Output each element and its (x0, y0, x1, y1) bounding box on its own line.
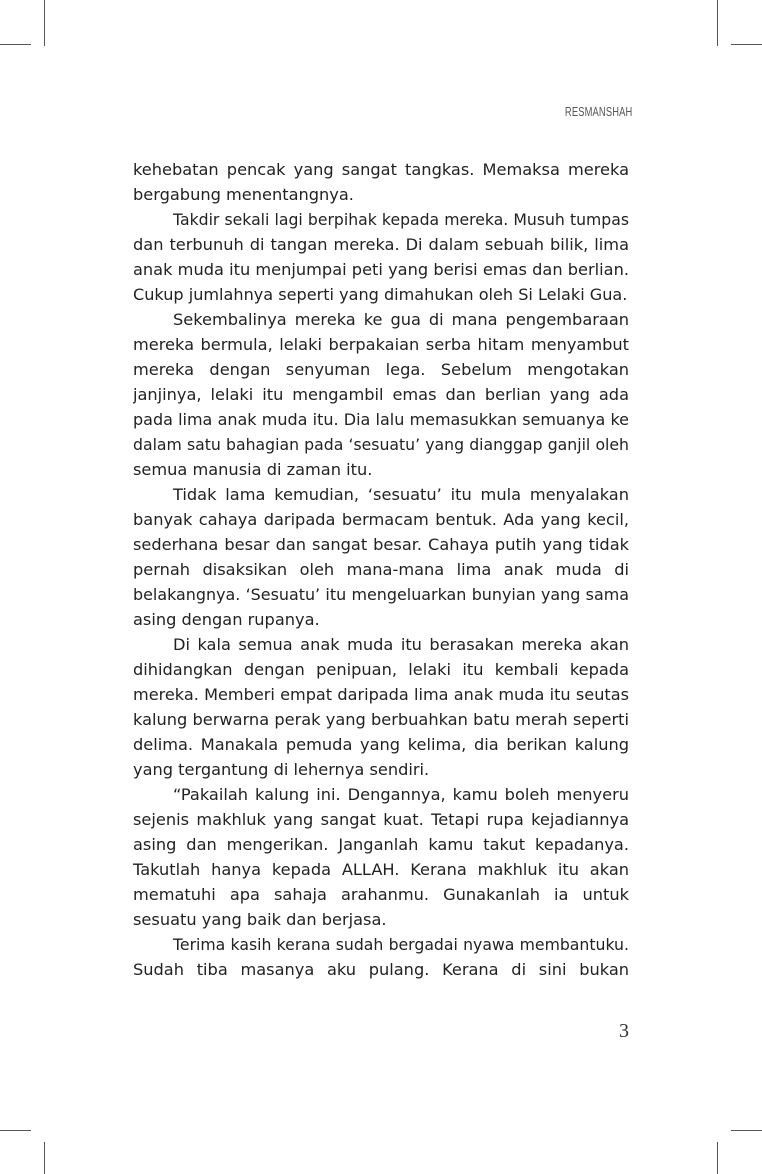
text-line: mereka dengan senyuman lega. Sebelum mengotakan (133, 360, 629, 379)
text-line: asing dengan rupanya. (133, 610, 320, 629)
text-line: dalam satu bahagian pada ‘sesuatu’ yang dianggap ganjil oleh (133, 435, 629, 454)
text-line: banyak cahaya daripada bermacam bentuk. Ada yang kecil, (133, 510, 629, 529)
text-line: “Pakailah kalung ini. Dengannya, kamu boleh menyeru (173, 785, 629, 804)
text-line: sejenis makhluk yang sangat kuat. Tetapi rupa kejadiannya (133, 810, 629, 829)
text-line: sesuatu yang baik dan berjasa. (133, 910, 387, 929)
text-line: yang tergantung di lehernya sendiri. (133, 760, 430, 779)
text-line: Di kala semua anak muda itu berasakan mereka akan (173, 635, 629, 654)
crop-mark-bottom-left-horizontal (0, 1130, 31, 1131)
text-line: dan terbunuh di tangan mereka. Di dalam sebuah bilik, lima (133, 235, 629, 254)
paragraph (133, 207, 629, 307)
crop-mark-bottom-left-vertical (44, 1142, 45, 1174)
text-line: Takdir sekali lagi berpihak kepada mereka. Musuh tumpas (173, 210, 629, 229)
paragraph (133, 482, 629, 632)
text-line: janjinya, lelaki itu mengambil emas dan berlian yang ada (133, 385, 629, 404)
text-line: semua manusia di zaman itu. (133, 460, 373, 479)
text-line: Sekembalinya mereka ke gua di mana pengembaraan (173, 310, 629, 329)
text-line: asing dan mengerikan. Janganlah kamu takut kepadanya. (133, 835, 629, 854)
crop-mark-top-left-horizontal (0, 44, 31, 45)
text-line: Terima kasih kerana sudah bergadai nyawa membantuku. (173, 935, 629, 954)
text-line: pernah disaksikan oleh mana-mana lima anak muda di (133, 560, 629, 579)
text-line: kehebatan pencak yang sangat tangkas. Memaksa mereka (133, 160, 629, 179)
text-line: anak muda itu menjumpai peti yang berisi emas dan berlian. (133, 260, 629, 279)
crop-mark-top-right-vertical (717, 0, 718, 46)
crop-mark-top-right-horizontal (731, 44, 762, 45)
text-line: pada lima anak muda itu. Dia lalu memasukkan semuanya ke (133, 410, 629, 429)
paragraph (133, 157, 629, 207)
paragraph (133, 307, 629, 482)
text-line: kalung berwarna perak yang berbuahkan batu merah seperti (133, 710, 629, 729)
paragraph (133, 782, 629, 932)
running-head: RESMANSHAH (564, 104, 633, 119)
crop-mark-top-left-vertical (44, 0, 45, 46)
text-line: Cukup jumlahnya seperti yang dimahukan oleh Si Lelaki Gua. (133, 285, 628, 304)
text-line: mematuhi apa sahaja arahanmu. Gunakanlah ia untuk (133, 885, 629, 904)
text-line: sederhana besar dan sangat besar. Cahaya putih yang tidak (133, 535, 629, 554)
text-line: delima. Manakala pemuda yang kelima, dia berikan kalung (133, 735, 629, 754)
text-line: mereka. Memberi empat daripada lima anak muda itu seutas (133, 685, 629, 704)
page-number: 3 (619, 1020, 629, 1042)
crop-mark-bottom-right-horizontal (731, 1130, 762, 1131)
text-line: dihidangkan dengan penipuan, lelaki itu kembali kepada (133, 660, 629, 679)
paragraph (133, 632, 629, 782)
text-line: mereka bermula, lelaki berpakaian serba hitam menyambut (133, 335, 629, 354)
text-line: belakangnya. ‘Sesuatu’ itu mengeluarkan bunyian yang sama (133, 585, 629, 604)
text-line: bergabung menentangnya. (133, 185, 354, 204)
text-line: Tidak lama kemudian, ‘sesuatu’ itu mula menyalakan (173, 485, 629, 504)
text-line: Sudah tiba masanya aku pulang. Kerana di sini bukan (133, 960, 629, 979)
body-text (133, 157, 629, 982)
text-line: Takutlah hanya kepada ALLAH. Kerana makhluk itu akan (133, 860, 629, 879)
paragraph (133, 932, 629, 982)
crop-mark-bottom-right-vertical (717, 1142, 718, 1174)
